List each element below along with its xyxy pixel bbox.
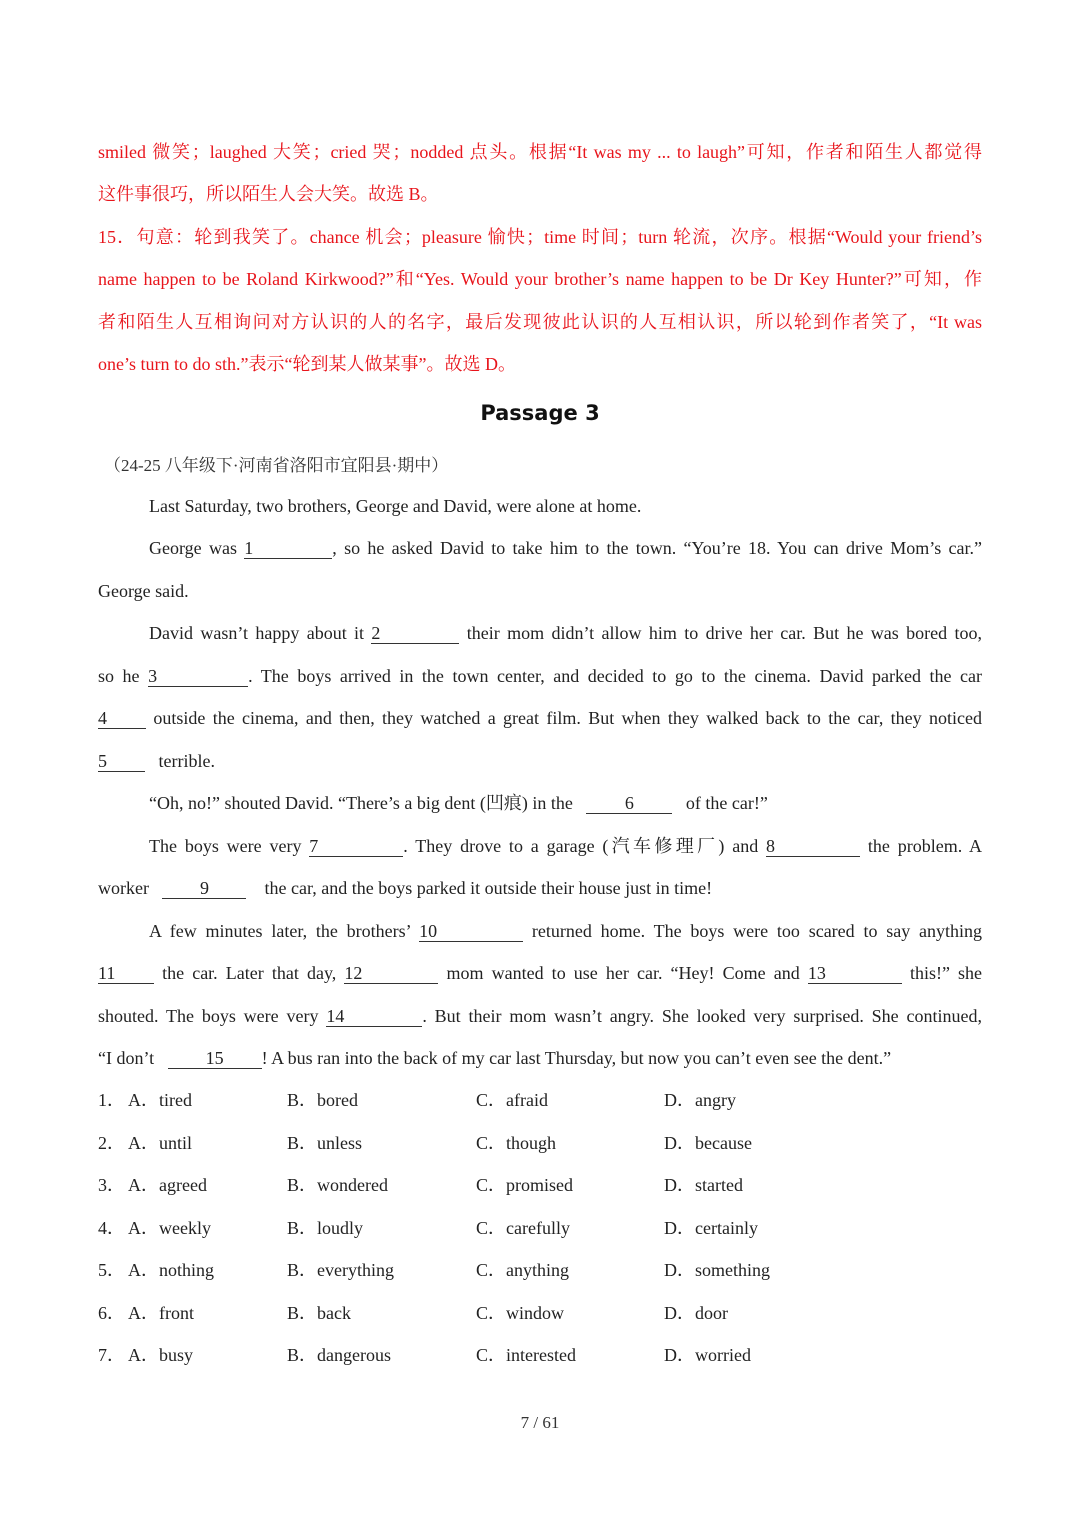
passage-line <box>98 1046 982 1070</box>
option-b[interactable]: B．unless <box>287 1133 363 1153</box>
text-segment: David wasn’t happy about it <box>149 623 365 643</box>
text-segment: . They drove to a garage (汽车修理厂) and <box>403 836 759 856</box>
option-b[interactable]: B．dangerous <box>287 1345 391 1365</box>
question-number: 1． <box>98 1090 125 1110</box>
explanation-line-1: smiled 微笑；laughed 大笑；cried 哭；nodded 点头。根据“It was my ... to laugh”可知，作者和陌生人都觉得 <box>98 142 982 162</box>
option-b[interactable]: B．loudly <box>287 1218 364 1238</box>
passage-source: （24-25 八年级下·河南省洛阳市宜阳县·期中） <box>104 456 449 475</box>
text-segment: “Oh, no!” shouted David. “There’s a big dent (凹痕) in the <box>149 793 573 813</box>
passage-line <box>98 664 982 688</box>
blank-3: 3 <box>148 664 248 687</box>
explanation-line-4: name happen to be Roland Kirkwood?”和“Yes. Would your brother’s name happen to be Dr Key Hunter?”可知，作 <box>98 269 982 289</box>
text-segment: George was <box>149 538 237 558</box>
blank-10: 10 <box>419 919 523 942</box>
blank-11: 11 <box>98 961 154 984</box>
text-segment: terrible. <box>158 751 215 771</box>
question-options-6 <box>98 1301 982 1327</box>
text-segment: . The boys arrived in the town center, and decided to go to the cinema. David parked the car <box>248 666 983 686</box>
passage-line: George said. <box>98 581 189 601</box>
passage-line <box>98 961 982 985</box>
blank-2: 2 <box>371 621 459 644</box>
option-a[interactable]: A．until <box>128 1133 193 1153</box>
blank-5: 5 <box>98 749 145 772</box>
text-segment: the car. Later that day, <box>162 963 337 983</box>
option-d[interactable]: D．door <box>664 1303 728 1323</box>
blank-12: 12 <box>344 961 438 984</box>
passage-line <box>98 749 982 773</box>
option-d[interactable]: D．worried <box>664 1345 751 1365</box>
option-d[interactable]: D．certainly <box>664 1218 758 1238</box>
option-c[interactable]: C．interested <box>476 1345 576 1365</box>
option-a[interactable]: A．front <box>128 1303 194 1323</box>
text-segment: the problem. A <box>867 836 983 856</box>
question-number: 4． <box>98 1218 125 1238</box>
text-segment: worker <box>98 878 149 898</box>
passage-line <box>149 919 982 943</box>
question-options-7 <box>98 1343 982 1369</box>
text-segment: ! A bus ran into the back of my car last Thursday, but now you can’t even see the dent.” <box>261 1048 892 1068</box>
question-number: 2． <box>98 1133 125 1153</box>
option-c[interactable]: C．afraid <box>476 1090 548 1110</box>
option-c[interactable]: C．though <box>476 1133 557 1153</box>
question-number: 5． <box>98 1260 125 1280</box>
option-b[interactable]: B．bored <box>287 1090 358 1110</box>
passage-paragraph-1: Last Saturday, two brothers, George and David, were alone at home. <box>149 496 642 516</box>
option-d[interactable]: D．started <box>664 1175 743 1195</box>
option-c[interactable]: C．carefully <box>476 1218 570 1238</box>
question-number: 3． <box>98 1175 125 1195</box>
option-a[interactable]: A．weekly <box>128 1218 211 1238</box>
question-options-2 <box>98 1131 982 1157</box>
text-segment: shouted. The boys were very <box>98 1006 319 1026</box>
option-b[interactable]: B．wondered <box>287 1175 388 1195</box>
passage-line <box>149 791 982 815</box>
option-c[interactable]: C．promised <box>476 1175 573 1195</box>
option-a[interactable]: A．tired <box>128 1090 192 1110</box>
question-options-4 <box>98 1216 982 1242</box>
option-d[interactable]: D．because <box>664 1133 752 1153</box>
option-d[interactable]: D．angry <box>664 1090 736 1110</box>
blank-13: 13 <box>808 961 902 984</box>
passage-line <box>98 876 982 900</box>
question-options-3 <box>98 1173 982 1199</box>
blank-14: 14 <box>326 1004 422 1027</box>
text-segment: the car, and the boys parked it outside their house just in time! <box>264 878 713 898</box>
blank-15: 15 <box>168 1046 262 1069</box>
blank-4: 4 <box>98 706 146 729</box>
text-segment: of the car!” <box>685 793 768 813</box>
question-number: 6． <box>98 1303 125 1323</box>
option-b[interactable]: B．everything <box>287 1260 394 1280</box>
blank-6: 6 <box>586 791 672 814</box>
text-segment: so he <box>98 666 140 686</box>
question-options-1 <box>98 1088 982 1114</box>
blank-8: 8 <box>766 834 860 857</box>
passage-line <box>98 1004 982 1028</box>
option-b[interactable]: B．back <box>287 1303 351 1323</box>
text-segment: “I don’t <box>98 1048 155 1068</box>
text-segment: A few minutes later, the brothers’ <box>149 921 411 941</box>
passage-line <box>149 834 982 858</box>
option-d[interactable]: D．something <box>664 1260 770 1280</box>
text-segment: The boys were very <box>149 836 302 856</box>
passage-line <box>149 621 982 645</box>
blank-1: 1 <box>244 536 332 559</box>
page-number: 7 / 61 <box>520 1413 560 1432</box>
text-segment: , so he asked David to take him to the town. “You’re 18. You can drive Mom’s car.” <box>332 538 983 558</box>
option-c[interactable]: C．window <box>476 1303 565 1323</box>
blank-9: 9 <box>162 876 246 899</box>
text-segment: . But their mom wasn’t angry. She looked very surprised. She continued, <box>422 1006 982 1026</box>
explanation-line-5: 者和陌生人互相询问对方认识的人的名字，最后发现彼此认识的人互相认识，所以轮到作者笑了，“It was <box>98 312 982 332</box>
blank-7: 7 <box>309 834 403 857</box>
question-options-5 <box>98 1258 982 1284</box>
option-c[interactable]: C．anything <box>476 1260 569 1280</box>
option-a[interactable]: A．agreed <box>128 1175 207 1195</box>
text-segment: their mom didn’t allow him to drive her car. But he was bored too, <box>466 623 982 643</box>
text-segment: mom wanted to use her car. “Hey! Come and <box>446 963 800 983</box>
passage-title: Passage 3 <box>480 401 600 425</box>
text-segment: outside the cinema, and then, they watched a great film. But when they walked back to the car, they noticed <box>153 708 983 728</box>
explanation-line-2: 这件事很巧，所以陌生人会大笑。故选 B。 <box>98 184 439 204</box>
text-segment: returned home. The boys were too scared to say anything <box>531 921 983 941</box>
explanation-line-6: one’s turn to do sth.”表示“轮到某人做某事”。故选 D。 <box>98 354 516 374</box>
option-a[interactable]: A．nothing <box>128 1260 215 1280</box>
passage-line <box>149 536 982 560</box>
question-number: 7． <box>98 1345 125 1365</box>
explanation-line-3: 15．句意：轮到我笑了。chance 机会；pleasure 愉快；time 时间；turn 轮流，次序。根据“Would your friend’s <box>98 227 982 247</box>
option-a[interactable]: A．busy <box>128 1345 194 1365</box>
passage-line <box>98 706 982 730</box>
text-segment: this!” she <box>909 963 983 983</box>
